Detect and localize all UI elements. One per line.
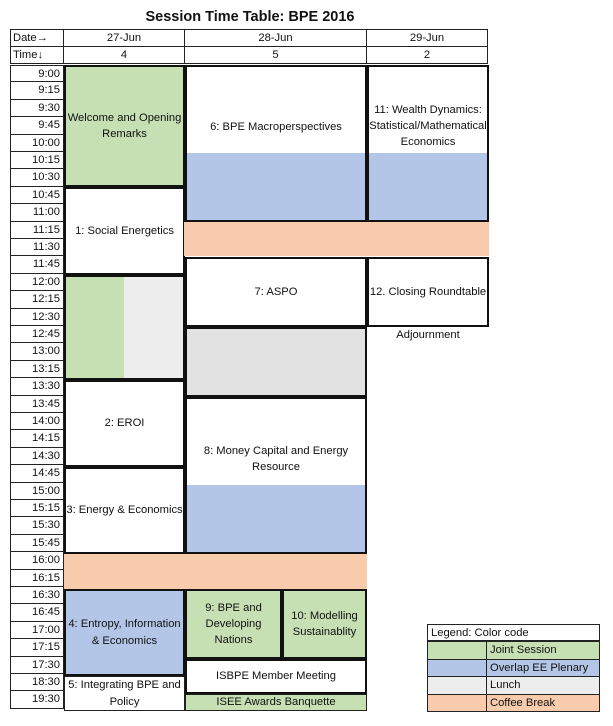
session-3: 3: Energy & Economics bbox=[64, 467, 185, 554]
legend-swatch bbox=[427, 676, 487, 695]
time-slot: 9:15 bbox=[10, 82, 64, 99]
coffee-break-afternoon bbox=[64, 554, 367, 589]
time-slot: 14:00 bbox=[10, 413, 64, 430]
isee-awards-banquette: ISEE Awards Banquette bbox=[185, 694, 367, 711]
lunch-segment bbox=[124, 277, 183, 378]
time-slot: 16:00 bbox=[10, 552, 64, 569]
legend-swatch bbox=[427, 659, 487, 678]
session-10: 10: Modelling Sustainablity bbox=[282, 589, 367, 659]
time-slot: 13:45 bbox=[10, 396, 64, 413]
time-slot: 10:00 bbox=[10, 135, 64, 152]
time-slot: 15:00 bbox=[10, 483, 64, 500]
session-7: 7: ASPO bbox=[185, 257, 367, 327]
day-count-27: 4 bbox=[63, 46, 185, 64]
time-slot: 11:45 bbox=[10, 256, 64, 273]
day-count-29: 2 bbox=[366, 46, 488, 64]
legend-swatch bbox=[427, 694, 487, 713]
time-slot: 10:45 bbox=[10, 187, 64, 204]
time-slot: 13:00 bbox=[10, 343, 64, 360]
isbpe-member-meeting: ISBPE Member Meeting bbox=[185, 659, 367, 694]
time-slot: 16:45 bbox=[10, 604, 64, 621]
session-11: 11: Wealth Dynamics: Statistical/Mathematical Economics bbox=[367, 65, 489, 222]
day-date-29: 29-Jun bbox=[366, 29, 488, 47]
time-slot: 13:30 bbox=[10, 378, 64, 395]
time-slot: 12:30 bbox=[10, 309, 64, 326]
time-slot: 17:15 bbox=[10, 639, 64, 656]
time-slot: 9:45 bbox=[10, 117, 64, 134]
time-slot: 11:15 bbox=[10, 222, 64, 239]
day-date-27: 27-Jun bbox=[63, 29, 185, 47]
session-5: 5: Integrating BPE and Policy bbox=[64, 676, 185, 711]
time-slot: 11:30 bbox=[10, 239, 64, 256]
page-title: Session Time Table: BPE 2016 bbox=[145, 9, 355, 25]
coffee-break-morning bbox=[184, 222, 489, 256]
session-4: 4: Entropy, Information & Economics bbox=[64, 589, 185, 676]
session-2: 2: EROI bbox=[64, 380, 185, 467]
day-date-28: 28-Jun bbox=[184, 29, 367, 47]
time-slot: 14:45 bbox=[10, 465, 64, 482]
time-slot: 10:30 bbox=[10, 169, 64, 186]
session-welcome: Welcome and Opening Remarks bbox=[64, 65, 185, 187]
time-header-label: Time↓ bbox=[10, 46, 64, 64]
day-count-28: 5 bbox=[184, 46, 367, 64]
legend-label: Coffee Break bbox=[486, 694, 600, 713]
legend-swatch bbox=[427, 641, 487, 660]
time-slot: 11:00 bbox=[10, 204, 64, 221]
time-slot: 16:15 bbox=[10, 570, 64, 587]
session-6: 6: BPE Macroperspectives bbox=[185, 65, 367, 222]
time-slot: 15:45 bbox=[10, 535, 64, 552]
lunch-block-28 bbox=[185, 327, 367, 397]
lunch-block-27 bbox=[64, 275, 185, 380]
legend-label: Lunch bbox=[486, 676, 600, 695]
time-slot: 9:30 bbox=[10, 100, 64, 117]
time-slot: 15:30 bbox=[10, 517, 64, 534]
session-1: 1: Social Energetics bbox=[64, 187, 185, 275]
legend-label: Joint Session bbox=[486, 641, 600, 660]
date-header-label: Date→ bbox=[10, 29, 64, 47]
session-8: 8: Money Capital and Energy Resource bbox=[185, 397, 367, 554]
session-9: 9: BPE and Developing Nations bbox=[185, 589, 282, 659]
time-slot: 17:30 bbox=[10, 657, 64, 674]
joint-lunch-segment bbox=[66, 277, 124, 378]
time-slot: 14:30 bbox=[10, 448, 64, 465]
legend-label: Overlap EE Plenary bbox=[486, 659, 600, 678]
time-slot: 19:30 bbox=[10, 691, 64, 708]
time-slot: 14:15 bbox=[10, 430, 64, 447]
time-slot: 12:00 bbox=[10, 274, 64, 291]
time-slot: 9:00 bbox=[10, 65, 64, 82]
legend-title: Legend: Color code bbox=[427, 624, 600, 641]
time-slot: 15:15 bbox=[10, 500, 64, 517]
adjournment-label: Adjournment bbox=[396, 329, 460, 341]
time-slot: 10:15 bbox=[10, 152, 64, 169]
time-slot: 18:30 bbox=[10, 674, 64, 691]
session-12: 12. Closing Roundtable bbox=[367, 257, 489, 327]
time-slot: 13:15 bbox=[10, 361, 64, 378]
time-slot: 12:15 bbox=[10, 291, 64, 308]
time-slot: 17:00 bbox=[10, 622, 64, 639]
time-slot: 16:30 bbox=[10, 587, 64, 604]
time-slot: 12:45 bbox=[10, 326, 64, 343]
